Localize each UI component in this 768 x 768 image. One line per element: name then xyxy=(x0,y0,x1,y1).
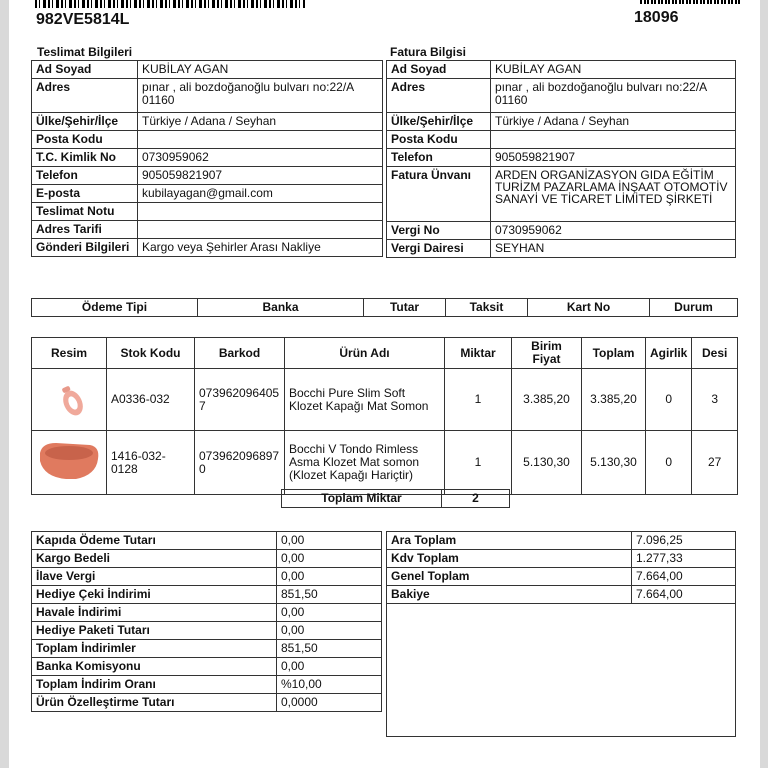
summary-left-table xyxy=(31,531,382,712)
table-row: E-posta kubilayagan@gmail.com xyxy=(32,185,383,203)
table-row: Adres pınar , ali bozdoğanoğlu bulvarı no:22/A 01160 xyxy=(387,79,736,113)
table-row: Toplam İndirim Oranı %10,00 xyxy=(32,676,382,694)
table-row: Kapıda Ödeme Tutarı 0,00 xyxy=(32,532,382,550)
payment-table xyxy=(31,298,738,317)
invoice-table xyxy=(386,60,736,258)
toilet-seat-icon xyxy=(39,373,99,423)
table-row: Havale İndirimi 0,00 xyxy=(32,604,382,622)
table-row: Resim Stok Kodu Barkod Ürün Adı Miktar Birim Fiyat Toplam Agirlik Desi xyxy=(32,338,738,369)
table-row: Banka Komisyonu 0,00 xyxy=(32,658,382,676)
table-row: T.C. Kimlik No 0730959062 xyxy=(32,149,383,167)
delivery-title: Teslimat Bilgileri xyxy=(37,45,133,59)
table-row: Ad Soyad KUBİLAY AGAN xyxy=(32,61,383,79)
table-row: Posta Kodu xyxy=(387,131,736,149)
table-row: Vergi No 0730959062 xyxy=(387,222,736,240)
table-row: Adres Tarifi xyxy=(32,221,383,239)
table-row: Telefon 905059821907 xyxy=(32,167,383,185)
invoice-title: Fatura Bilgisi xyxy=(390,45,467,59)
table-row: Posta Kodu xyxy=(32,131,383,149)
table-row: Gönderi Bilgileri Kargo veya Şehirler Arası Nakliye xyxy=(32,239,383,257)
table-row: Teslimat Notu xyxy=(32,203,383,221)
table-row: Ara Toplam 7.096,25 xyxy=(387,532,736,550)
table-row: Toplam İndirimler 851,50 xyxy=(32,640,382,658)
toilet-bowl-icon xyxy=(36,435,102,487)
table-row: Ülke/Şehir/İlçe Türkiye / Adana / Seyhan xyxy=(387,113,736,131)
table-row: Adres pınar , ali bozdoğanoğlu bulvarı no:22/A 01160 xyxy=(32,79,383,113)
product-image xyxy=(32,369,107,431)
table-row: Telefon 905059821907 xyxy=(387,149,736,167)
table-row: 1416-032-0128 0739620968970 Bocchi V Tondo Rimless Asma Klozet Mat somon (Klozet Kapağı Hariçtir) 1 5.130,30 5.130,30 0 27 xyxy=(32,431,738,495)
table-row: Ülke/Şehir/İlçe Türkiye / Adana / Seyhan xyxy=(32,113,383,131)
barcode-image xyxy=(35,0,305,8)
table-row: Bakiye 7.664,00 xyxy=(387,586,736,604)
summary-right-table xyxy=(386,531,736,604)
table-row: Kargo Bedeli 0,00 xyxy=(32,550,382,568)
table-row: İlave Vergi 0,00 xyxy=(32,568,382,586)
delivery-table xyxy=(31,60,383,257)
table-row: Ödeme Tipi Banka Tutar Taksit Kart No Durum xyxy=(32,299,738,317)
product-image xyxy=(32,431,107,495)
table-row: Vergi Dairesi SEYHAN xyxy=(387,240,736,258)
tracking-code: 982VE5814L xyxy=(36,11,130,28)
table-row: Hediye Paketi Tutarı 0,00 xyxy=(32,622,382,640)
table-row: Genel Toplam 7.664,00 xyxy=(387,568,736,586)
table-row: Hediye Çeki İndirimi 851,50 xyxy=(32,586,382,604)
products-table xyxy=(31,337,738,495)
table-row: Ad Soyad KUBİLAY AGAN xyxy=(387,61,736,79)
table-row: Toplam Miktar 2 xyxy=(282,490,510,508)
table-row: Kdv Toplam 1.277,33 xyxy=(387,550,736,568)
table-row: A0336-032 0739620964057 Bocchi Pure Slim Soft Klozet Kapağı Mat Somon 1 3.385,20 3.385,20 0 3 xyxy=(32,369,738,431)
total-quantity-table xyxy=(281,489,510,508)
table-row: Ürün Özelleştirme Tutarı 0,0000 xyxy=(32,694,382,712)
table-row: Fatura Ünvanı ARDEN ORGANİZASYON GIDA EĞİTİM TURİZM PAZARLAMA İNŞAAT OTOMOTİV SANAYİ VE TİCARET LİMİTED ŞİRKETİ xyxy=(387,167,736,222)
barcode-image-right xyxy=(640,0,740,4)
order-number: 18096 xyxy=(634,9,679,26)
